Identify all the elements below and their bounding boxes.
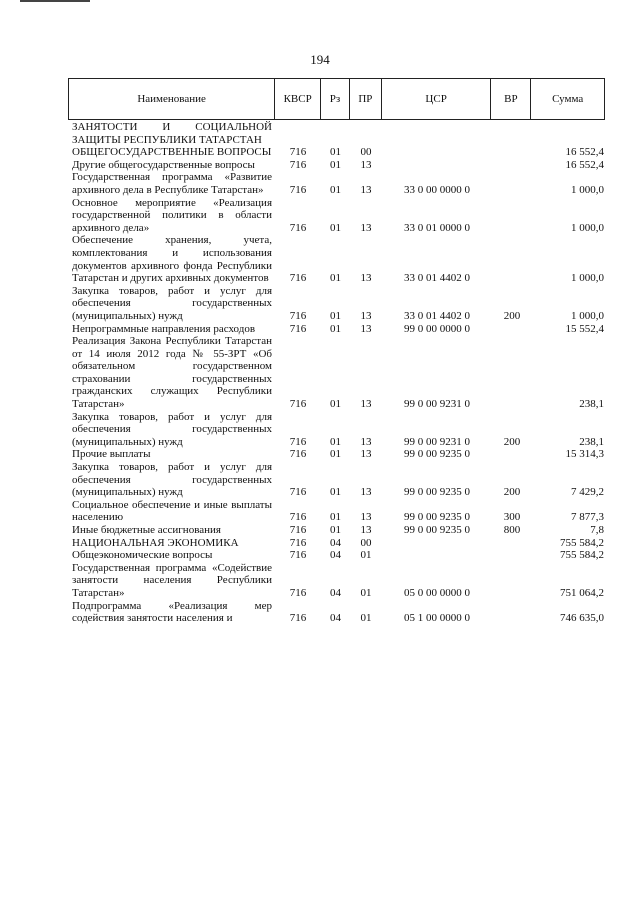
cell-name: ОБЩЕГОСУДАРСТВЕННЫЕ ВОПРОСЫ	[72, 146, 272, 159]
cell-vr	[492, 146, 532, 159]
cell-kvsr: 716	[289, 221, 307, 234]
cell-name: Непрограммные направления расходов	[72, 322, 256, 335]
cell-name: НАЦИОНАЛЬНАЯ ЭКОНОМИКА	[72, 536, 239, 549]
cell-csr: 99 0 00 9235 0	[404, 524, 470, 536]
table-row	[68, 146, 605, 159]
cell-name: Подпрограмма «Реализация мер содействия занятости населения и	[72, 599, 272, 625]
table-body	[68, 121, 605, 625]
cell-name: Иные бюджетные ассигнования	[72, 524, 221, 536]
table-row	[68, 411, 605, 449]
header-pr: ПР	[350, 79, 382, 119]
cell-rz: 01	[330, 322, 341, 335]
cell-vr: 200	[503, 435, 521, 448]
cell-kvsr: 716	[289, 309, 307, 322]
cell-kvsr: 716	[289, 586, 307, 599]
table-row	[68, 549, 605, 562]
cell-sum: 16 552,4	[565, 146, 604, 159]
cell-name: Государственная программа «Развитие архивного дела в Республике Татарстан»	[72, 171, 272, 196]
cell-rz: 01	[330, 158, 341, 171]
cell-kvsr: 716	[289, 158, 307, 171]
cell-rz: 01	[330, 524, 341, 536]
cell-vr	[492, 121, 532, 146]
cell-csr: 33 0 01 0000 0	[404, 221, 470, 234]
cell-rz: 04	[330, 612, 341, 625]
cell-vr	[492, 600, 532, 625]
cell-csr: 05 0 00 0000 0	[404, 586, 470, 599]
cell-sum: 1 000,0	[571, 183, 604, 196]
cell-vr	[492, 234, 532, 284]
cell-vr	[492, 197, 532, 235]
cell-csr: 33 0 00 0000 0	[404, 183, 470, 196]
cell-pr: 01	[360, 549, 372, 562]
cell-kvsr: 716	[289, 398, 307, 411]
table-row	[68, 600, 605, 625]
cell-name: Обеспечение хранения, учета, комплектования и использования документов архивного фонда Республики Татарстан и других архивных документов	[72, 234, 272, 285]
cell-sum: 16 552,4	[565, 158, 604, 171]
cell-kvsr: 716	[289, 612, 307, 625]
cell-vr	[492, 448, 532, 461]
header-kvsr: КВСР	[275, 79, 321, 119]
cell-vr	[492, 335, 532, 411]
cell-pr: 13	[360, 524, 372, 536]
cell-csr: 99 0 00 9231 0	[404, 398, 470, 411]
cell-pr: 13	[360, 158, 372, 171]
cell-name: Общеэкономические вопросы	[72, 549, 213, 562]
cell-csr: 33 0 01 4402 0	[404, 272, 470, 285]
cell-name: Социальное обеспечение и иные выплаты населению	[72, 498, 272, 524]
cell-pr: 00	[360, 146, 372, 159]
table-row	[68, 335, 605, 411]
cell-rz: 04	[330, 586, 341, 599]
cell-kvsr: 716	[289, 549, 307, 562]
cell-csr	[382, 146, 492, 159]
cell-name: Закупка товаров, работ и услуг для обеспечения государственных (муниципальных) нужд	[72, 461, 272, 499]
cell-pr: 13	[360, 448, 372, 461]
table-row	[68, 448, 605, 461]
cell-csr	[382, 159, 492, 172]
cell-vr	[492, 549, 532, 562]
cell-csr: 05 1 00 0000 0	[404, 612, 470, 625]
cell-rz: 04	[330, 549, 341, 562]
cell-name: Основное мероприятие «Реализация государственной политики в области архивного дела»	[72, 196, 272, 234]
cell-sum: 7,8	[590, 524, 604, 536]
cell-rz: 01	[330, 511, 341, 524]
cell-csr	[382, 549, 492, 562]
cell-sum: 238,1	[579, 398, 604, 411]
cell-kvsr: 716	[289, 511, 307, 524]
cell-sum: 1 000,0	[571, 272, 604, 285]
cell-sum: 7 877,3	[571, 511, 604, 524]
cell-csr: 99 0 00 0000 0	[404, 322, 470, 335]
cell-kvsr: 716	[289, 322, 307, 335]
cell-kvsr: 716	[289, 486, 307, 499]
cell-vr: 200	[503, 486, 521, 499]
table-row	[68, 323, 605, 336]
cell-kvsr: 716	[289, 146, 307, 159]
cell-sum: 7 429,2	[571, 486, 604, 499]
table-row	[68, 121, 605, 146]
cell-pr: 13	[360, 435, 372, 448]
cell-kvsr: 716	[289, 524, 307, 536]
cell-rz: 01	[330, 309, 341, 322]
table-row	[68, 285, 605, 323]
cell-kvsr: 716	[289, 183, 307, 196]
cell-pr: 13	[360, 511, 372, 524]
cell-vr	[492, 537, 532, 550]
table-row	[68, 234, 605, 284]
cell-kvsr: 716	[289, 448, 307, 461]
table-row	[68, 197, 605, 235]
cell-pr: 13	[360, 272, 372, 285]
cell-csr: 99 0 00 9235 0	[404, 448, 470, 461]
scan-artifact-line	[20, 0, 90, 2]
cell-sum: 755 584,2	[560, 549, 604, 562]
table-row	[68, 461, 605, 499]
cell-csr	[382, 537, 492, 550]
cell-vr: 200	[503, 309, 521, 322]
cell-sum: 238,1	[579, 435, 604, 448]
cell-name: Прочие выплаты	[72, 448, 151, 461]
cell-vr: 800	[503, 524, 521, 536]
cell-sum: 15 552,4	[565, 322, 604, 335]
cell-rz: 01	[330, 183, 341, 196]
cell-pr: 13	[360, 398, 372, 411]
table-row	[68, 524, 605, 537]
cell-sum: 746 635,0	[560, 612, 604, 625]
cell-sum	[532, 121, 605, 146]
page-number: 194	[310, 52, 330, 67]
cell-rz: 01	[330, 448, 341, 461]
header-vr: ВР	[491, 79, 531, 119]
cell-pr	[350, 121, 382, 146]
cell-rz: 01	[330, 435, 341, 448]
cell-name: ЗАНЯТОСТИ И СОЦИАЛЬНОЙ ЗАЩИТЫ РЕСПУБЛИКИ ТАТАРСТАН	[72, 121, 272, 146]
cell-csr: 99 0 00 9231 0	[404, 435, 470, 448]
header-sum: Сумма	[552, 93, 584, 105]
cell-sum: 15 314,3	[565, 448, 604, 461]
cell-pr: 00	[360, 536, 372, 549]
cell-csr: 33 0 01 4402 0	[404, 309, 470, 322]
cell-rz: 01	[330, 486, 341, 499]
header-rz: Рз	[321, 79, 350, 119]
cell-name: Закупка товаров, работ и услуг для обеспечения государственных (муниципальных) нужд	[72, 284, 272, 322]
cell-pr: 13	[360, 322, 372, 335]
header-name: Наименование	[69, 79, 275, 119]
cell-rz: 01	[330, 146, 341, 159]
cell-kvsr: 716	[289, 435, 307, 448]
cell-sum: 1 000,0	[571, 309, 604, 322]
cell-pr: 13	[360, 486, 372, 499]
cell-csr: 99 0 00 9235 0	[404, 511, 470, 524]
cell-kvsr: 716	[289, 536, 307, 549]
table-row	[68, 159, 605, 172]
cell-kvsr	[275, 121, 321, 146]
cell-rz: 01	[330, 221, 341, 234]
cell-rz: 04	[330, 536, 341, 549]
cell-pr: 13	[360, 221, 372, 234]
cell-sum: 1 000,0	[571, 221, 604, 234]
cell-name: Другие общегосударственные вопросы	[72, 158, 255, 171]
table-row	[68, 562, 605, 600]
cell-kvsr: 716	[289, 272, 307, 285]
table-row	[68, 537, 605, 550]
cell-sum: 751 064,2	[560, 586, 604, 599]
table-header	[68, 78, 605, 120]
cell-csr	[382, 121, 492, 146]
cell-rz	[321, 121, 350, 146]
cell-name: Реализация Закона Республики Татарстан от 14 июля 2012 года № 55-ЗРТ «Об обязательном государственном страховании государственных гражданских служащих Республики Татарстан»	[72, 335, 272, 411]
cell-pr: 13	[360, 309, 372, 322]
cell-pr: 01	[360, 586, 372, 599]
cell-name: Закупка товаров, работ и услуг для обеспечения государственных (муниципальных) нужд	[72, 410, 272, 448]
cell-csr: 99 0 00 9235 0	[404, 486, 470, 499]
cell-sum: 755 584,2	[560, 536, 604, 549]
cell-rz: 01	[330, 272, 341, 285]
table-row	[68, 171, 605, 196]
cell-name: Государственная программа «Содействие занятости населения Республики Татарстан»	[72, 561, 272, 599]
cell-vr: 300	[503, 511, 521, 524]
cell-rz: 01	[330, 398, 341, 411]
table-row	[68, 499, 605, 524]
cell-pr: 01	[360, 612, 372, 625]
cell-vr	[492, 171, 532, 196]
header-csr: ЦСР	[382, 79, 492, 119]
cell-vr	[492, 562, 532, 600]
cell-vr	[492, 323, 532, 336]
cell-vr	[492, 159, 532, 172]
cell-pr: 13	[360, 183, 372, 196]
